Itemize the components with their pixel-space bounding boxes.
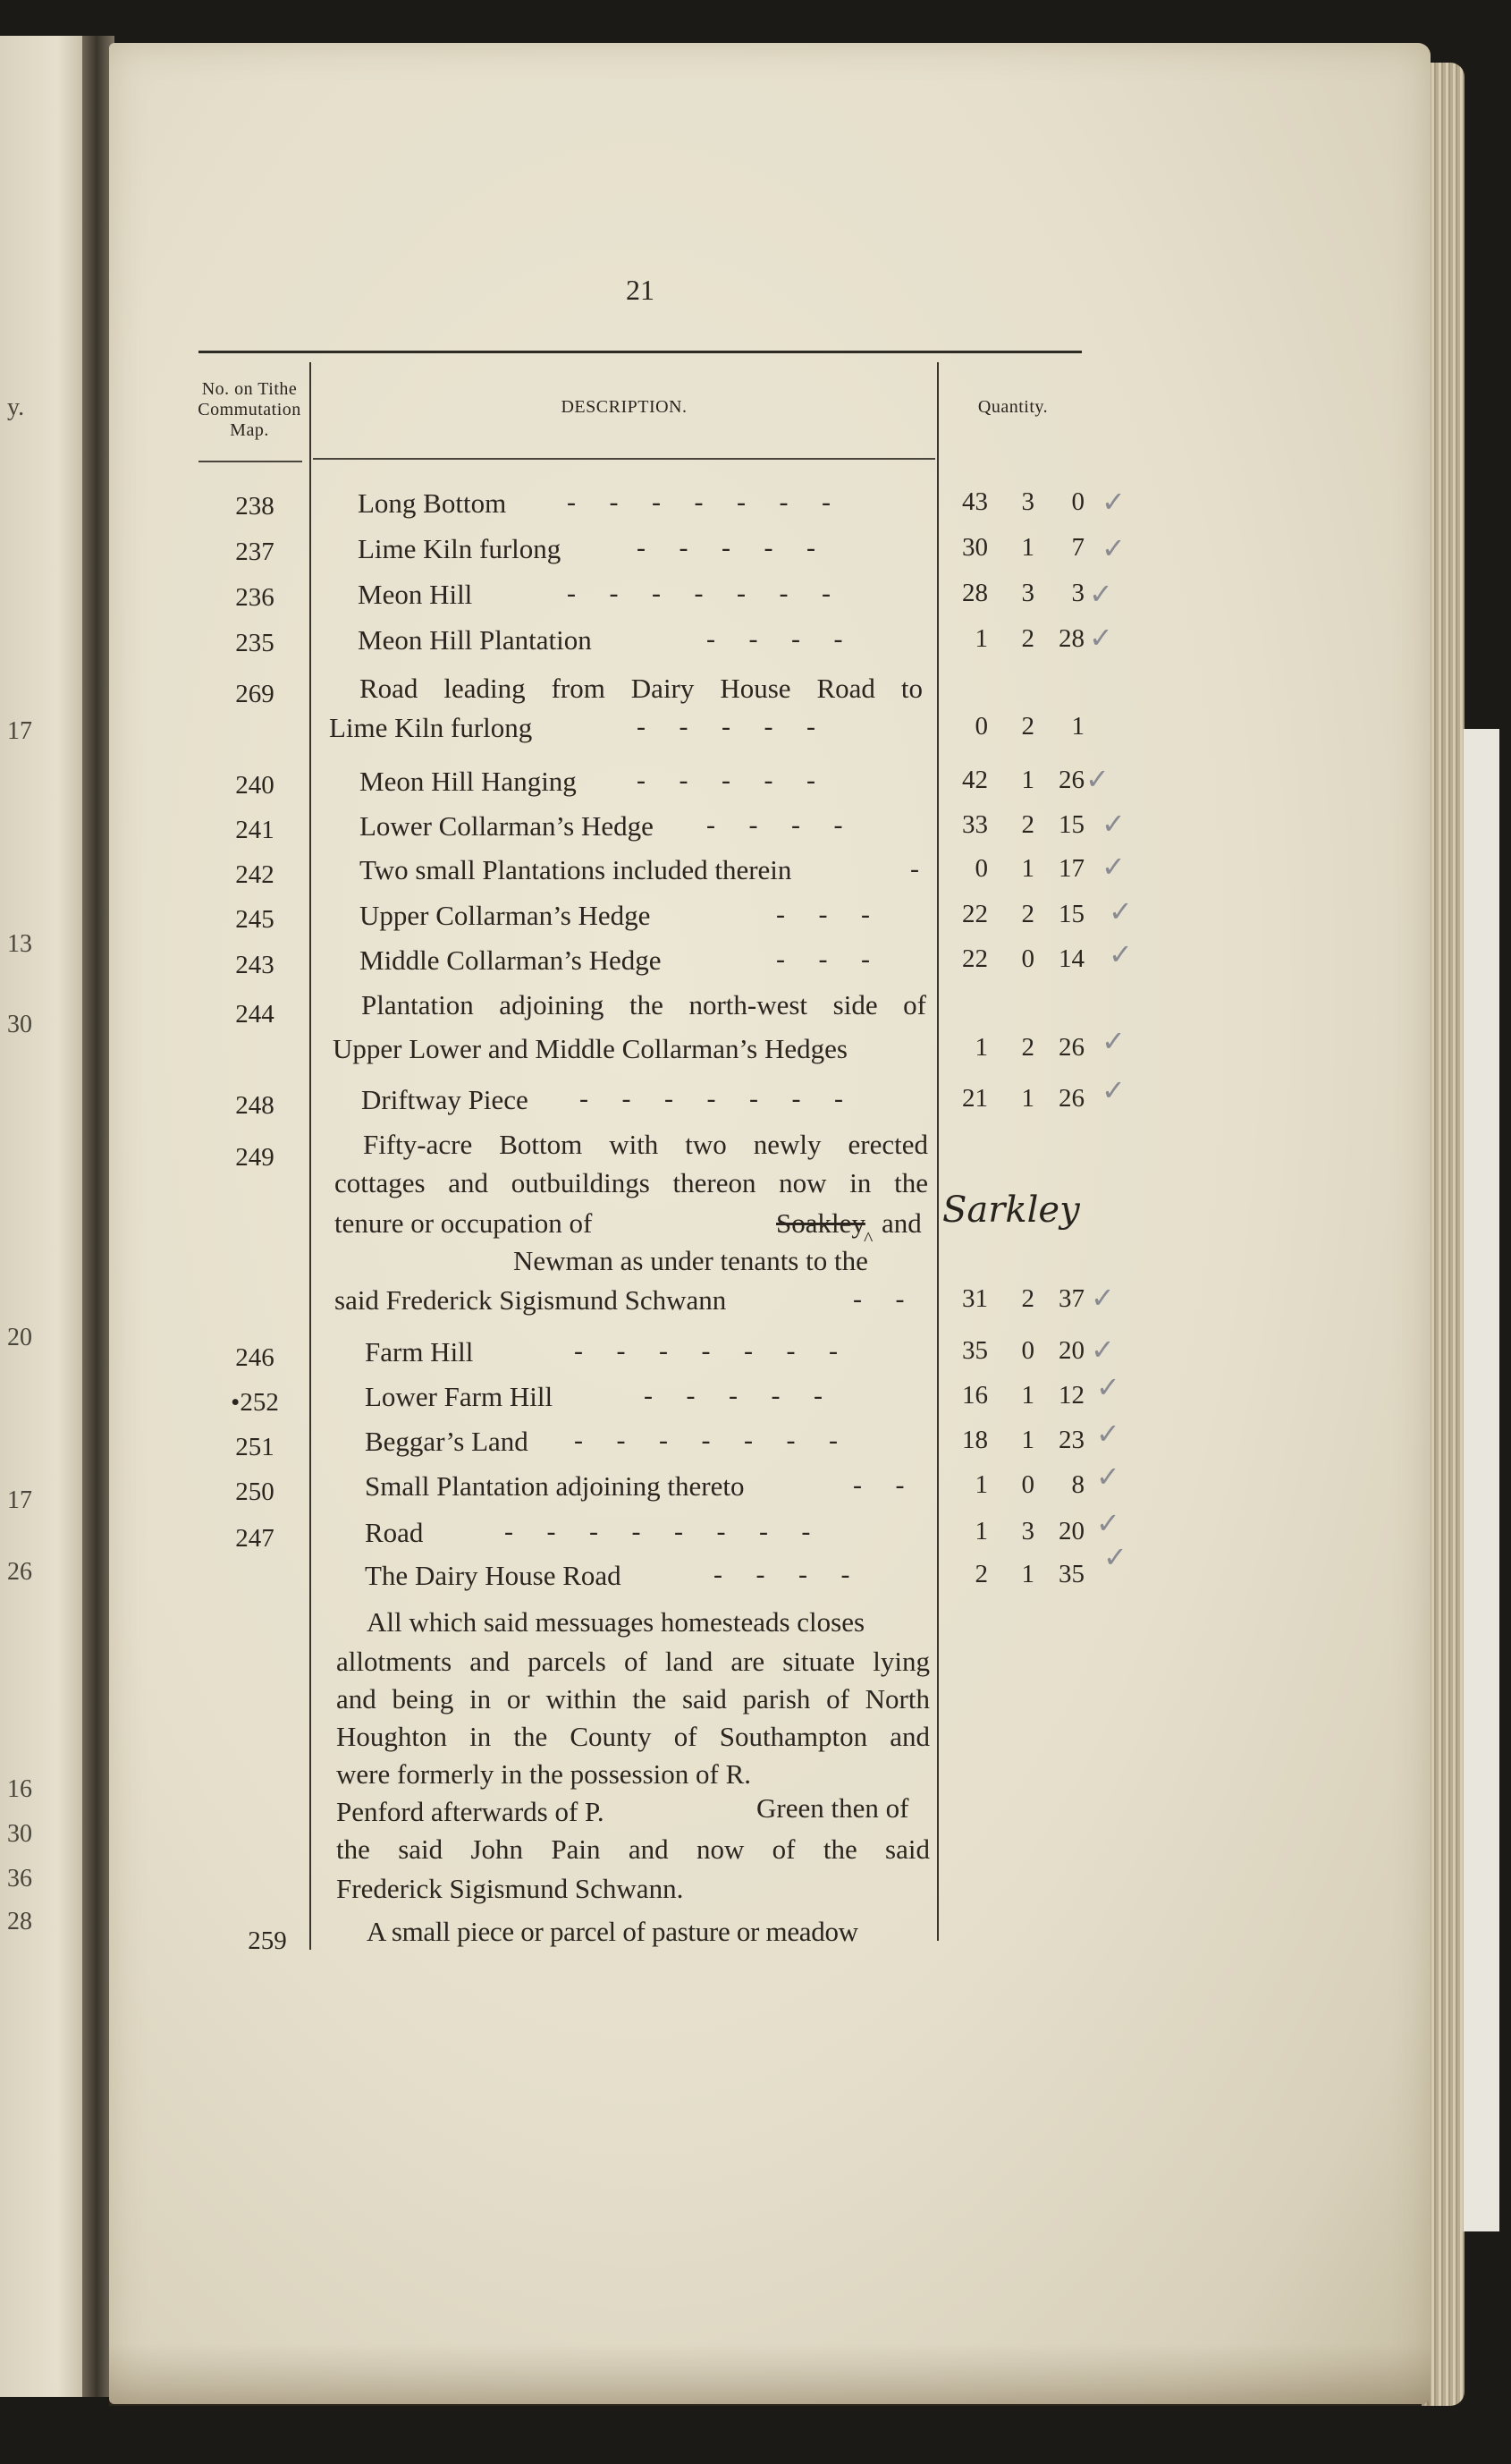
paragraph-line: Green then of	[756, 1792, 909, 1824]
map-number: 246	[235, 1343, 274, 1372]
description-cell: Fifty-acre Bottom with two newly erected	[363, 1129, 928, 1160]
margin-mark: y.	[7, 394, 25, 421]
description-cell: The Dairy House Road	[365, 1560, 621, 1591]
check-mark-icon: ✓	[1085, 762, 1110, 796]
map-number: 245	[235, 905, 274, 934]
map-number: 241	[235, 816, 274, 844]
description-cell: Driftway Piece	[361, 1084, 528, 1115]
quantity-cell: 1 0 8	[975, 1470, 1085, 1499]
description-cell: Lower Farm Hill	[365, 1381, 553, 1412]
quantity-cell: 2 1 35	[975, 1560, 1085, 1588]
paragraph-line: and being in or within the said parish of North	[336, 1683, 930, 1715]
description-cell: Upper Collarman’s Hedge	[359, 900, 651, 931]
map-number: 250	[235, 1478, 274, 1506]
header-rule	[313, 458, 935, 460]
margin-mark: 13	[7, 930, 32, 958]
description-cell: Meon Hill Plantation	[358, 624, 592, 656]
quantity-cell: 33 2 15	[962, 810, 1085, 839]
header-rule	[198, 461, 302, 462]
margin-mark: 26	[7, 1558, 32, 1586]
check-mark-icon: ✓	[1102, 485, 1126, 519]
description-cell: Long Bottom	[358, 487, 507, 519]
paragraph-line: All which said messuages homesteads closes	[367, 1606, 865, 1638]
handwritten-name: Sarkley	[942, 1190, 1080, 1231]
map-number: 238	[235, 492, 274, 521]
description-cell: Beggar’s Land	[365, 1426, 528, 1457]
description-cell: Road leading from Dairy House Road to	[359, 673, 923, 704]
map-number: •252	[231, 1388, 279, 1417]
description-cell: Newman as under tenants to the	[513, 1245, 868, 1276]
quantity-cell: 0 1 17	[975, 854, 1085, 883]
paper-tab	[1463, 729, 1499, 2231]
column-divider	[937, 362, 939, 1941]
map-number: 248	[235, 1091, 274, 1120]
check-mark-icon: ✓	[1102, 1073, 1126, 1107]
margin-mark: 17	[7, 717, 32, 745]
description-cell: A small piece or parcel of pasture or meadow	[367, 1916, 858, 1947]
quantity-cell: 22 2 15	[962, 900, 1085, 928]
top-rule	[198, 351, 1082, 353]
quantity-cell: 30 1 7	[962, 533, 1085, 562]
quantity-cell: 43 3 0	[962, 487, 1085, 516]
paragraph-line: Houghton in the County of Southampton and	[336, 1721, 930, 1752]
facing-page	[0, 36, 82, 2397]
quantity-cell: 28 3 3	[962, 579, 1085, 607]
description-cell: Middle Collarman’s Hedge	[359, 944, 662, 976]
map-number: 251	[235, 1433, 274, 1461]
quantity-cell: 16 1 12	[962, 1381, 1085, 1410]
check-mark-icon: ✓	[1096, 1460, 1120, 1494]
header-map-number: No. on Tithe Commutation Map.	[198, 379, 301, 440]
paragraph-line: Frederick Sigismund Schwann.	[336, 1873, 684, 1904]
quantity-cell: 31 2 37	[962, 1284, 1085, 1313]
check-mark-icon: ✓	[1089, 621, 1113, 655]
paragraph-line: the said John Pain and now of the said	[336, 1833, 930, 1865]
description-cell: Upper Lower and Middle Collarman’s Hedges	[333, 1033, 848, 1064]
header-description: DESCRIPTION.	[561, 397, 688, 417]
description-cell: Meon Hill Hanging	[359, 766, 577, 797]
quantity-cell: 35 0 20	[962, 1336, 1085, 1365]
struck-name: Soakley	[776, 1207, 865, 1239]
quantity-cell: 1 2 28	[975, 624, 1085, 653]
map-number: 243	[235, 951, 274, 979]
check-mark-icon: ✓	[1096, 1506, 1120, 1540]
check-mark-icon: ✓	[1102, 807, 1126, 841]
page-shadow	[109, 2343, 1431, 2406]
map-number: 235	[235, 629, 274, 657]
margin-mark: 17	[7, 1486, 32, 1514]
check-mark-icon: ✓	[1102, 1024, 1126, 1058]
check-mark-icon: ✓	[1102, 531, 1126, 565]
description-cell: said Frederick Sigismund Schwann	[334, 1284, 727, 1316]
map-number: 249	[235, 1143, 274, 1172]
description-cell: cottages and outbuildings thereon now in the	[334, 1167, 928, 1198]
margin-mark: 28	[7, 1908, 32, 1935]
header-quantity: Quantity.	[977, 397, 1049, 417]
check-mark-icon: ✓	[1096, 1370, 1120, 1404]
check-mark-icon: ✓	[1096, 1417, 1120, 1451]
description-cell: Road	[365, 1517, 424, 1548]
margin-mark: 16	[7, 1775, 32, 1803]
check-mark-icon: ✓	[1109, 937, 1133, 971]
check-mark-icon: ✓	[1109, 894, 1133, 928]
check-mark-icon: ✓	[1091, 1281, 1115, 1315]
quantity-cell: 42 1 26	[962, 766, 1085, 794]
description-cell: Plantation adjoining the north-west side of	[361, 989, 926, 1020]
paragraph-line: were formerly in the possession of R.	[336, 1758, 752, 1790]
description-cell: Two small Plantations included therein	[359, 854, 792, 885]
margin-mark: 36	[7, 1865, 32, 1892]
description-cell: Lime Kiln furlong	[358, 533, 561, 564]
check-mark-icon: ✓	[1102, 850, 1126, 884]
quantity-cell: 1 3 20	[975, 1517, 1085, 1545]
caret-icon: ^	[864, 1227, 874, 1249]
map-number: 259	[248, 1926, 287, 1955]
description-cell: Lime Kiln furlong	[329, 712, 533, 743]
map-number: 244	[235, 1000, 274, 1029]
check-mark-icon: ✓	[1103, 1540, 1127, 1574]
description-cell: Lower Collarman’s Hedge	[359, 810, 654, 842]
map-number: 247	[235, 1524, 274, 1553]
quantity-cell: 22 0 14	[962, 944, 1085, 973]
description-cell: Small Plantation adjoining thereto	[365, 1470, 745, 1502]
map-number: 237	[235, 538, 274, 566]
description-cell: Meon Hill	[358, 579, 473, 610]
map-number: 269	[235, 680, 274, 708]
quantity-cell: 18 1 23	[962, 1426, 1085, 1454]
margin-mark: 20	[7, 1324, 32, 1351]
quantity-cell: 0 2 1	[975, 712, 1085, 741]
margin-mark: 30	[7, 1011, 32, 1038]
quantity-cell: 1 2 26	[975, 1033, 1085, 1062]
paragraph-line: allotments and parcels of land are situate lying	[336, 1646, 930, 1677]
map-number: 242	[235, 860, 274, 889]
paragraph-line: Penford afterwards of P.	[336, 1796, 604, 1827]
map-number: 236	[235, 583, 274, 612]
check-mark-icon: ✓	[1089, 577, 1113, 611]
page-number: 21	[626, 274, 654, 306]
description-cell: tenure or occupation of	[334, 1207, 593, 1239]
check-mark-icon: ✓	[1091, 1333, 1115, 1367]
description-cell: and	[882, 1207, 922, 1239]
quantity-cell: 21 1 26	[962, 1084, 1085, 1113]
map-number: 240	[235, 771, 274, 800]
column-divider	[309, 362, 311, 1950]
margin-mark: 30	[7, 1820, 32, 1848]
description-cell: Farm Hill	[365, 1336, 474, 1367]
